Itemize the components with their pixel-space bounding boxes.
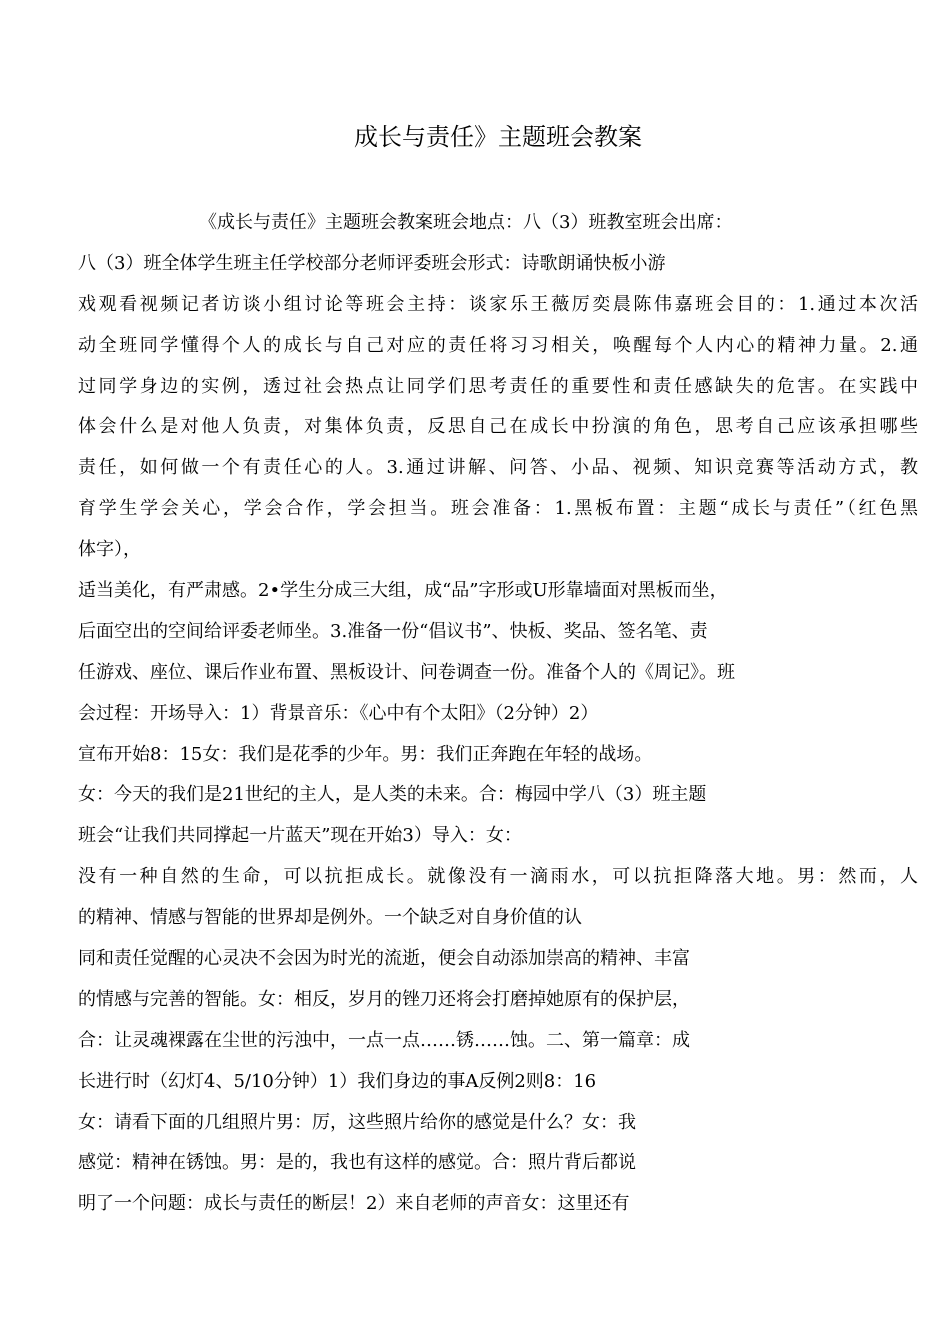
- body-line: 后面空出的空间给评委老师坐。3.准备一份“倡议书”、快板、奖品、签名笔、责: [78, 620, 708, 642]
- body-line: 动全班同学懂得个人的成长与自己对应的责任将习习相关，唤醒每个人内心的精神力量。2.通: [78, 334, 918, 356]
- body-line: 育学生学会关心，学会合作，学会担当。班会准备：1.黑板布置：主题“成长与责任”（红色黑: [78, 498, 918, 520]
- body-line: 合：让灵魂裸露在尘世的污浊中，一点一点……锈……蚀。二、第一篇章：成: [78, 1029, 690, 1051]
- document-body: [78, 203, 918, 1225]
- body-line: 适当美化，有严肃感。2•学生分成三大组，成“品”字形或U形靠墙面对黑板而坐，: [78, 580, 728, 602]
- body-line: 没有一种自然的生命，可以抗拒成长。就像没有一滴雨水，可以抗拒降落大地。男：然而，人: [78, 866, 918, 888]
- body-line: 体会什么是对他人负责，对集体负责，反思自己在成长中扮演的角色，思考自己应该承担哪些: [78, 416, 918, 438]
- document-title: 成长与责任》主题班会教案: [354, 123, 642, 151]
- body-line: 明了一个问题：成长与责任的断层！2）来自老师的声音女：这里还有: [78, 1193, 630, 1215]
- body-line: 《成长与责任》主题班会教案班会地点：八（3）班教室班会出席：: [199, 212, 733, 233]
- body-line: 的精神、情感与智能的世界却是例外。一个缺乏对自身价值的认: [78, 907, 582, 929]
- body-line: 会过程：开场导入：1）背景音乐：《心中有个太阳》（2分钟）2）: [78, 702, 599, 724]
- body-line: 戏观看视频记者访谈小组讨论等班会主持：谈家乐王薇厉奕晨陈伟嘉班会目的：1.通过本次活: [78, 293, 918, 315]
- body-line: 同和责任觉醒的心灵决不会因为时光的流逝，便会自动添加崇高的精神、丰富: [78, 948, 690, 970]
- body-line: 体字），: [78, 539, 141, 561]
- body-line: 八（3）班全体学生班主任学校部分老师评委班会形式：诗歌朗诵快板小游: [78, 252, 666, 274]
- body-line: 班会“让我们共同撑起一片蓝天”现在开始3）导入：女：: [78, 825, 522, 847]
- body-line: 的情感与完善的智能。女：相反，岁月的锉刀还将会打磨掉她原有的保护层，: [78, 988, 690, 1010]
- body-line: 女：今天的我们是21世纪的主人，是人类的未来。合：梅园中学八（3）班主题: [78, 784, 707, 806]
- body-line: 感觉：精神在锈蚀。男：是的，我也有这样的感觉。合：照片背后都说: [78, 1152, 636, 1174]
- body-line: 任游戏、座位、课后作业布置、黑板设计、问卷调查一份。准备个人的《周记》。班: [78, 661, 735, 683]
- body-line: 责任，如何做一个有责任心的人。3.通过讲解、问答、小品、视频、知识竞赛等活动方式，教: [78, 457, 918, 479]
- body-line: 长进行时（幻灯4、5/10分钟）1）我们身边的事A反例2则8：16: [78, 1070, 597, 1092]
- body-line: 女：请看下面的几组照片男：厉，这些照片给你的感觉是什么？女：我: [78, 1111, 636, 1133]
- body-line: 宣布开始8：15女：我们是花季的少年。男：我们正奔跑在年轻的战场。: [78, 743, 653, 765]
- body-line: 过同学身边的实例，透过社会热点让同学们思考责任的重要性和责任感缺失的危害。在实践中: [78, 375, 918, 397]
